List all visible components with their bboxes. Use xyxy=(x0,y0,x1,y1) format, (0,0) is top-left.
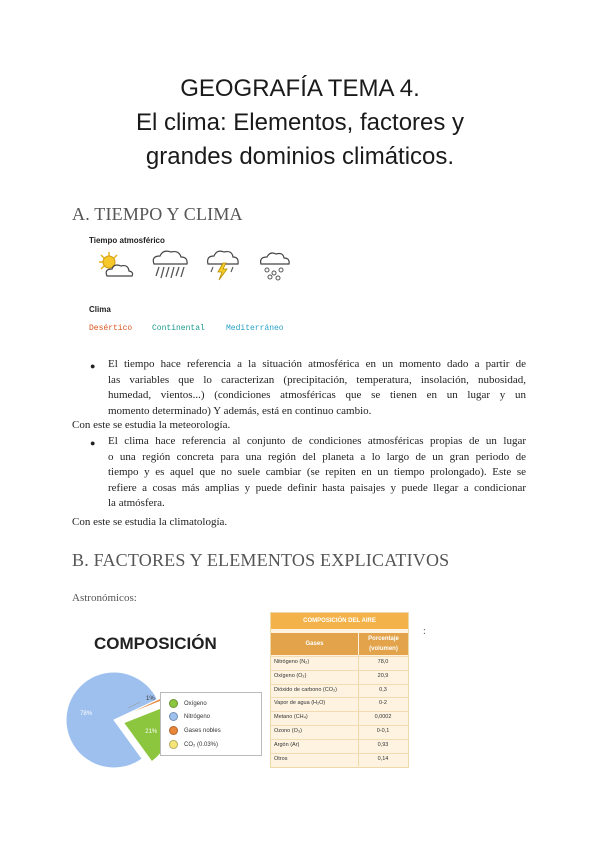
clima-continental: Continental xyxy=(152,324,205,333)
air-pct-cell: 0,3 xyxy=(379,686,387,693)
air-col-gases: Gases xyxy=(271,633,358,655)
rain-cloud-icon xyxy=(150,248,192,282)
clima-label: Clima xyxy=(89,305,111,314)
legend-swatch xyxy=(169,699,178,708)
legend-label: Gases nobles xyxy=(184,728,221,735)
air-table-row xyxy=(271,656,408,668)
page-title xyxy=(0,72,600,174)
clima-line: refiere a cosas más amplias y puede definir hasta paisajes y puede llegar a condicionar xyxy=(108,481,526,494)
legend-swatch xyxy=(169,740,178,749)
pie-slice-label: 21% xyxy=(145,728,158,735)
air-table-row xyxy=(271,725,408,737)
air-pct-cell: 0,0002 xyxy=(374,714,392,721)
air-pct-cell: 0-0,1 xyxy=(376,728,390,734)
air-table-row xyxy=(271,670,408,682)
title-line-1: GEOGRAFÍA TEMA 4. xyxy=(180,75,420,102)
air-pct-cell: 0,93 xyxy=(377,741,389,748)
tiempo-line: El tiempo hace referencia a la situación atmosférica en un momento dado a partir de xyxy=(108,358,526,370)
legend-swatch xyxy=(169,712,178,721)
legend-label: Nitrógeno xyxy=(184,714,211,721)
air-table-title: COMPOSICIÓN DEL AIRE xyxy=(271,613,408,629)
title-line-2: El clima: Elementos, factores y xyxy=(135,109,465,136)
clima-line: El clima hace referencia al conjunto de condiciones atmosféricas propias de un lugar xyxy=(108,435,526,447)
air-gas-cell: Oxígeno (O₂) xyxy=(274,672,307,679)
air-col-pct: Porcentaje (volumen) xyxy=(359,633,408,655)
clima-line: la atmósfera. xyxy=(108,497,165,509)
storm-cloud-icon xyxy=(205,248,243,282)
pie-outside-label: 1% xyxy=(146,696,155,702)
air-gas-cell: Vapor de agua (H₂O) xyxy=(274,700,326,707)
air-gas-cell: Dióxido de carbono (CO₂) xyxy=(274,686,337,693)
bullet-dot: ● xyxy=(90,361,96,371)
weather-label: Tiempo atmosférico xyxy=(89,236,165,245)
section-b-heading: B. FACTORES Y ELEMENTOS EXPLICATIVOS xyxy=(72,550,450,570)
section-a-heading: A. TIEMPO Y CLIMA xyxy=(72,204,243,224)
sun-cloud-icon xyxy=(95,250,135,280)
tiempo-line: humedad, vientos...) (condiciones atmosféricas que se tienen en un lugar y un xyxy=(108,389,526,401)
air-gas-cell: Ozono (O₃) xyxy=(274,728,302,734)
legend-nitrogeno xyxy=(169,712,210,721)
air-table-row xyxy=(271,697,408,709)
pie-legend xyxy=(160,692,262,756)
pie-slice-label: 78% xyxy=(80,710,93,717)
bullet-dot: ● xyxy=(90,438,96,448)
legend-oxigeno xyxy=(169,699,207,708)
air-composition-table xyxy=(270,612,409,768)
meteorologia-text: Con este se estudia la meteorología. xyxy=(72,419,231,431)
clima-line: tiempo y es aquel que no suele cambiar (se repiten en un tiempo prolongado). Este se xyxy=(108,466,526,478)
astronomicos-label: Astronómicos: xyxy=(72,592,137,604)
legend-swatch xyxy=(169,726,178,735)
clima-paragraph xyxy=(108,434,526,512)
air-pct-cell: 20,9 xyxy=(377,672,389,679)
tiempo-line: momento determinado) Y además, está en continuo cambio. xyxy=(108,404,372,417)
legend-label: CO₂ (0.03%) xyxy=(184,742,219,749)
air-gas-cell: Nitrógeno (N₂) xyxy=(274,659,310,665)
climatologia-text: Con este se estudia la climatología. xyxy=(72,516,228,528)
air-table-row xyxy=(271,684,408,696)
clima-desertico: Desértico xyxy=(89,324,133,333)
title-line-3: grandes dominios climáticos. xyxy=(145,143,455,170)
air-pct-cell: 78,0 xyxy=(377,659,389,665)
legend-label: Oxígeno xyxy=(184,701,207,708)
air-table-row xyxy=(271,753,408,765)
legend-co2 xyxy=(169,740,218,749)
clima-line: o una región concreta para una región del planeta a lo largo de un gran periodo de xyxy=(108,450,526,463)
air-table-row xyxy=(271,711,408,723)
air-pct-cell: 0,14 xyxy=(377,755,389,762)
pie-title: COMPOSICIÓN xyxy=(94,634,217,653)
stray-colon: : xyxy=(423,626,426,637)
snow-cloud-icon xyxy=(258,250,292,282)
composition-pie-card xyxy=(38,620,264,778)
air-gas-cell: Otros xyxy=(274,755,288,762)
tiempo-line: las variables que lo caracterizan (precipitación, temperatura, insolación, nubosidad, xyxy=(108,373,526,386)
air-pct-cell: 0-2 xyxy=(379,700,387,707)
air-table-row xyxy=(271,739,408,751)
air-gas-cell: Metano (CH₄) xyxy=(274,714,308,721)
clima-mediterraneo: Mediterráneo xyxy=(226,324,284,333)
air-gas-cell: Argón (Ar) xyxy=(274,741,300,748)
tiempo-paragraph xyxy=(108,357,526,419)
legend-gases-nobles xyxy=(169,726,221,735)
